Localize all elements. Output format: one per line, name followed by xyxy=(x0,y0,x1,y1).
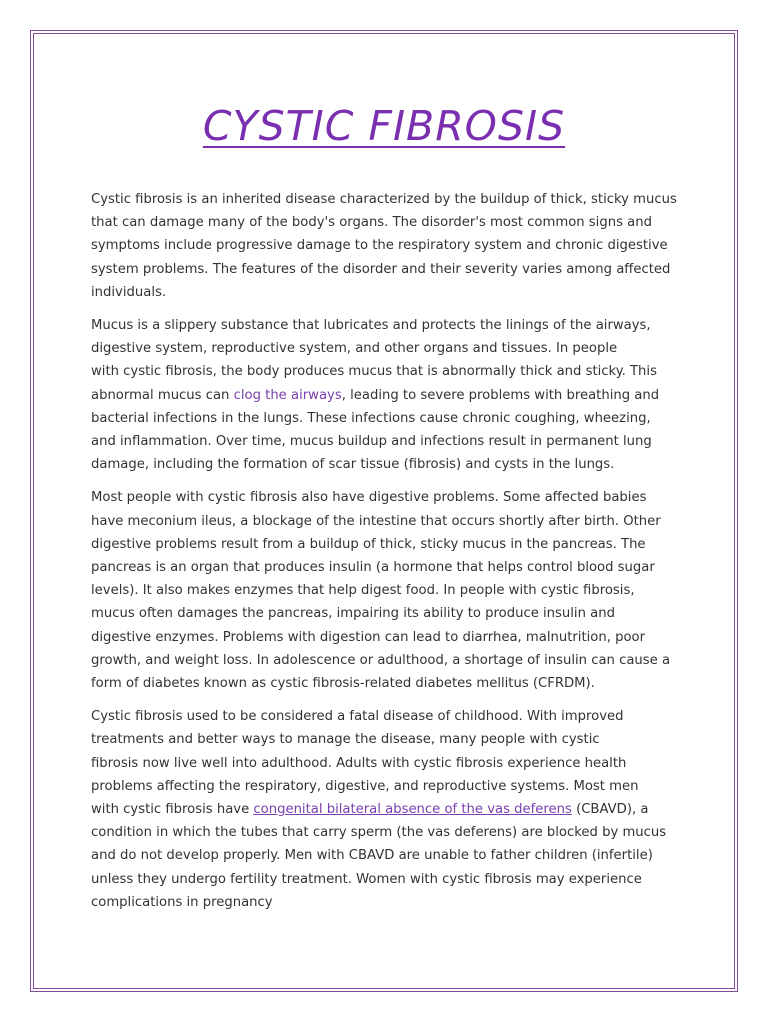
text-segment: growth, and weight loss. In adolescence or adulthood, a shortage of insulin can cause a xyxy=(91,652,671,668)
text-line xyxy=(91,579,681,602)
text-line xyxy=(91,211,681,234)
text-segment: digestive system, reproductive system, and other organs and tissues. In people xyxy=(91,341,618,357)
text-segment: pancreas is an organ that produces insulin (a hormone that helps control blood sugar xyxy=(91,560,655,576)
text-segment: treatments and better ways to manage the disease, many people with cystic xyxy=(91,732,600,748)
text-line xyxy=(91,407,681,430)
paragraph xyxy=(91,314,681,476)
text-segment: problems affecting the respiratory, digestive, and reproductive systems. Most men xyxy=(91,778,639,794)
text-segment: individuals. xyxy=(91,284,167,300)
text-segment: complications in pregnancy xyxy=(91,894,273,910)
text-segment: have meconium ileus, a blockage of the intestine that occurs shortly after birth. Other xyxy=(91,513,661,529)
text-line xyxy=(91,384,681,407)
text-segment: and do not develop properly. Men with CBAVD are unable to father children (infertile) xyxy=(91,848,653,864)
text-segment: Cystic fibrosis used to be considered a fatal disease of childhood. With improved xyxy=(91,709,624,725)
text-line xyxy=(91,510,681,533)
text-segment: system problems. The features of the disorder and their severity varies among affected xyxy=(91,261,671,277)
text-segment: symptoms include progressive damage to the respiratory system and chronic digestive xyxy=(91,238,668,254)
text-line xyxy=(91,891,681,914)
text-segment: levels). It also makes enzymes that help digest food. In people with cystic fibrosis, xyxy=(91,583,635,599)
text-line xyxy=(91,775,681,798)
text-line xyxy=(91,486,681,509)
text-line xyxy=(91,649,681,672)
text-line xyxy=(91,798,681,821)
text-line xyxy=(91,728,681,751)
text-segment: digestive enzymes. Problems with digestion can lead to diarrhea, malnutrition, poor xyxy=(91,629,646,645)
text-segment: Cystic fibrosis is an inherited disease characterized by the buildup of thick, sticky mucus xyxy=(91,192,677,207)
text-line xyxy=(91,821,681,844)
text-segment: damage, including the formation of scar tissue (fibrosis) and cysts in the lungs. xyxy=(91,457,615,473)
text-line xyxy=(91,258,681,281)
text-segment: condition in which the tubes that carry sperm (the vas deferens) are blocked by mucus xyxy=(91,825,667,841)
text-line xyxy=(91,533,681,556)
paragraph xyxy=(91,188,681,304)
text-segment: bacterial infections in the lungs. These infections cause chronic coughing, wheezing, xyxy=(91,410,651,426)
clog-airways-link[interactable]: clog the airways xyxy=(233,387,342,403)
text-segment: unless they undergo fertility treatment. Women with cystic fibrosis may experience xyxy=(91,871,642,887)
text-line xyxy=(91,705,681,728)
text-segment: with cystic fibrosis have xyxy=(91,802,254,818)
text-segment: with cystic fibrosis, the body produces mucus that is abnormally thick and sticky. This xyxy=(91,364,657,380)
text-segment: that can damage many of the body's organs. The disorder's most common signs and xyxy=(91,215,652,231)
text-line xyxy=(91,188,681,211)
text-line xyxy=(91,556,681,579)
text-segment: fibrosis now live well into adulthood. Adults with cystic fibrosis experience health xyxy=(91,755,627,771)
text-line xyxy=(91,430,681,453)
text-segment: , leading to severe problems with breathing and xyxy=(341,387,660,403)
paragraph xyxy=(91,486,681,695)
text-line xyxy=(91,868,681,891)
text-line xyxy=(91,281,681,304)
paragraph xyxy=(91,705,681,914)
text-segment: form of diabetes known as cystic fibrosis-related diabetes mellitus (CFRDM). xyxy=(91,676,595,692)
text-line xyxy=(91,360,681,383)
text-segment: Most people with cystic fibrosis also have digestive problems. Some affected babies xyxy=(91,490,647,506)
article-body xyxy=(91,188,681,924)
cbavd-link[interactable]: congenital bilateral absence of the vas deferens xyxy=(253,802,572,818)
text-line xyxy=(91,672,681,695)
text-line xyxy=(91,453,681,476)
text-line xyxy=(91,314,681,337)
text-line xyxy=(91,626,681,649)
text-segment: mucus often damages the pancreas, impairing its ability to produce insulin and xyxy=(91,606,615,622)
page-title: CYSTIC FIBROSIS xyxy=(202,102,566,150)
text-line xyxy=(91,602,681,625)
text-segment: and inflammation. Over time, mucus buildup and infections result in permanent lung xyxy=(91,434,652,450)
text-line xyxy=(91,752,681,775)
text-segment: abnormal mucus can xyxy=(91,387,234,403)
text-line xyxy=(91,844,681,867)
text-line xyxy=(91,234,681,257)
text-line xyxy=(91,337,681,360)
text-segment: Mucus is a slippery substance that lubricates and protects the linings of the airways, xyxy=(91,318,651,334)
text-segment: (CBAVD), a xyxy=(571,802,649,818)
text-segment: digestive problems result from a buildup of thick, sticky mucus in the pancreas. The xyxy=(91,536,646,552)
